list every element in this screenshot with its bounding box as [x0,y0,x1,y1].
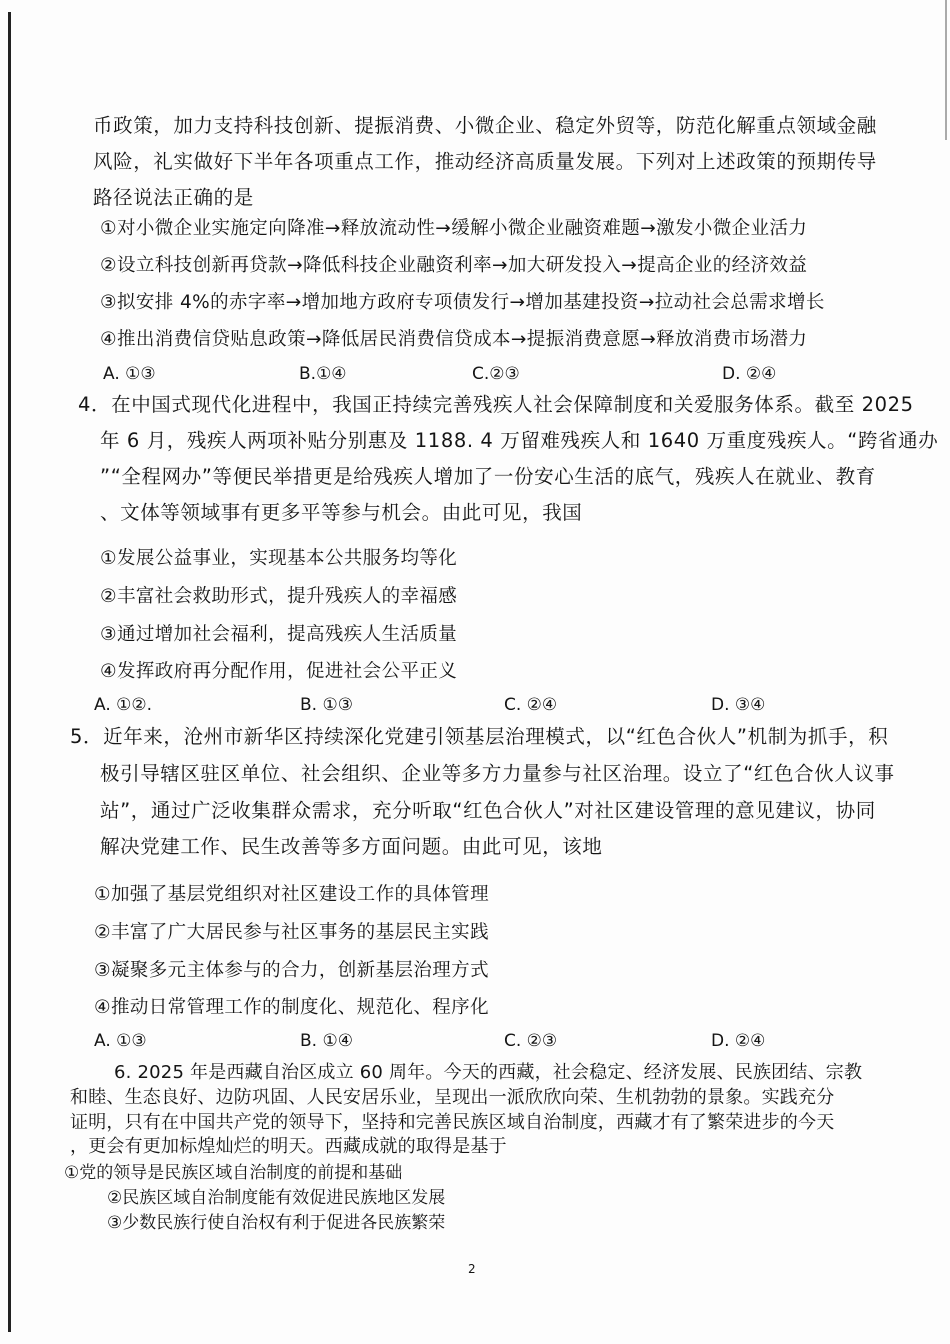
q5-stem-line-4: 解决党建工作、民生改善等多方面问题。由此可见，该地 [100,835,603,858]
q4-option-4: ④发挥政府再分配作用，促进社会公平正义 [100,661,458,682]
q5-option-1: ①加强了基层党组织对社区建设工作的具体管理 [94,884,489,905]
q5-choice-a[interactable]: A. ①③ [94,1031,147,1051]
q5-option-4: ④推动日常管理工作的制度化、规范化、程序化 [94,997,489,1018]
q3-option-4: ④推出消费信贷贴息政策→降低居民消费信贷成本→提振消费意愿→释放消费市场潜力 [100,329,808,350]
q5-option-3: ③凝聚多元主体参与的合力，创新基层治理方式 [94,960,489,981]
q4-choice-a[interactable]: A. ①②. [94,695,153,715]
q6-option-1: ①党的领导是民族区域自治制度的前提和基础 [64,1163,403,1183]
q4-choice-b[interactable]: B. ①③ [300,695,353,715]
q4-choice-c[interactable]: C. ②④ [504,695,558,715]
q6-stem-line-4: ，更会有更加标煌灿烂的明天。西藏成就的取得是基于 [70,1136,507,1157]
q3-stem-line-2: 风险，礼实做好下半年各项重点工作，推动经济高质量发展。下列对上述政策的预期传导 [93,150,877,173]
scan-border-right [945,0,947,140]
page-number: 2 [468,1262,476,1276]
q5-answer-choices [0,1031,950,1057]
q3-choice-d[interactable]: D. ②④ [722,364,777,384]
q5-option-2: ②丰富了广大居民参与社区事务的基层民主实践 [94,922,489,943]
q5-stem-line-1: 5．近年来，沧州市新华区持续深化党建引领基层治理模式，以“红色合伙人”机制为抓手，积 [70,725,889,748]
q6-stem-line-1: 6. 2025 年是西藏自治区成立 60 周年。今天的西藏，社会稳定、经济发展、民族团结、宗教 [114,1062,863,1083]
q4-stem-line-4: 、文体等领域事有更多平等参与机会。由此可见，我国 [100,501,583,524]
q5-choice-c[interactable]: C. ②③ [504,1031,558,1051]
q3-option-1: ①对小微企业实施定向降准→释放流动性→缓解小微企业融资难题→激发小微企业活力 [100,218,808,239]
q3-choice-a[interactable]: A. ①③ [103,364,156,384]
q3-stem-line-1: 币政策，加力支持科技创新、提振消费、小微企业、稳定外贸等，防范化解重点领域金融 [93,114,877,137]
q4-stem-line-1: 4．在中国式现代化进程中，我国正持续完善残疾人社会保障制度和关爱服务体系。截至 2025 [78,393,914,416]
q4-stem-line-2: 年 6 月，残疾人两项补贴分别惠及 1188. 4 万留难残疾人和 1640 万重度残疾人。“跨省通办 [100,429,939,452]
q3-answer-choices [0,364,950,390]
q6-stem-line-2: 和睦、生态良好、边防巩固、人民安居乐业，呈现出一派欣欣向荣、生机勃勃的景象。实践充分 [70,1087,835,1108]
q4-choice-d[interactable]: D. ③④ [711,695,766,715]
q4-option-1: ①发展公益事业，实现基本公共服务均等化 [100,548,458,569]
q6-stem-line-3: 证明，只有在中国共产党的领导下，坚持和完善民族区域自治制度，西藏才有了繁荣进步的今天 [70,1112,835,1133]
q5-choice-b[interactable]: B. ①④ [300,1031,353,1051]
q5-stem-line-2: 极引导辖区驻区单位、社会组织、企业等多方力量参与社区治理。设立了“红色合伙人议事 [100,762,895,785]
q4-stem-line-3: ”“全程网办”等便民举措更是给残疾人增加了一份安心生活的底气，残疾人在就业、教育 [100,465,876,488]
q4-option-2: ②丰富社会救助形式，提升残疾人的幸福感 [100,586,458,607]
q3-choice-b[interactable]: B.①④ [299,364,347,384]
scan-border-left [8,12,11,1332]
q3-stem-line-3: 路径说法正确的是 [93,186,254,209]
q4-option-3: ③通过增加社会福利，提高残疾人生活质量 [100,624,458,645]
q3-choice-c[interactable]: C.②③ [472,364,520,384]
q4-answer-choices [0,695,950,721]
q3-option-3: ③拟安排 4%的赤字率→增加地方政府专项债发行→增加基建投资→拉动社会总需求增长 [100,292,825,313]
q5-stem-line-3: 站”，通过广泛收集群众需求，充分听取“红色合伙人”对社区建设管理的意见建议，协同 [100,799,876,822]
q5-choice-d[interactable]: D. ②④ [711,1031,766,1051]
q6-option-2: ②民族区域自治制度能有效促进民族地区发展 [107,1188,446,1208]
q3-option-2: ②设立科技创新再贷款→降低科技企业融资利率→加大研发投入→提高企业的经济效益 [100,255,808,276]
q6-option-3: ③少数民族行使自治权有利于促进各民族繁荣 [107,1213,446,1233]
